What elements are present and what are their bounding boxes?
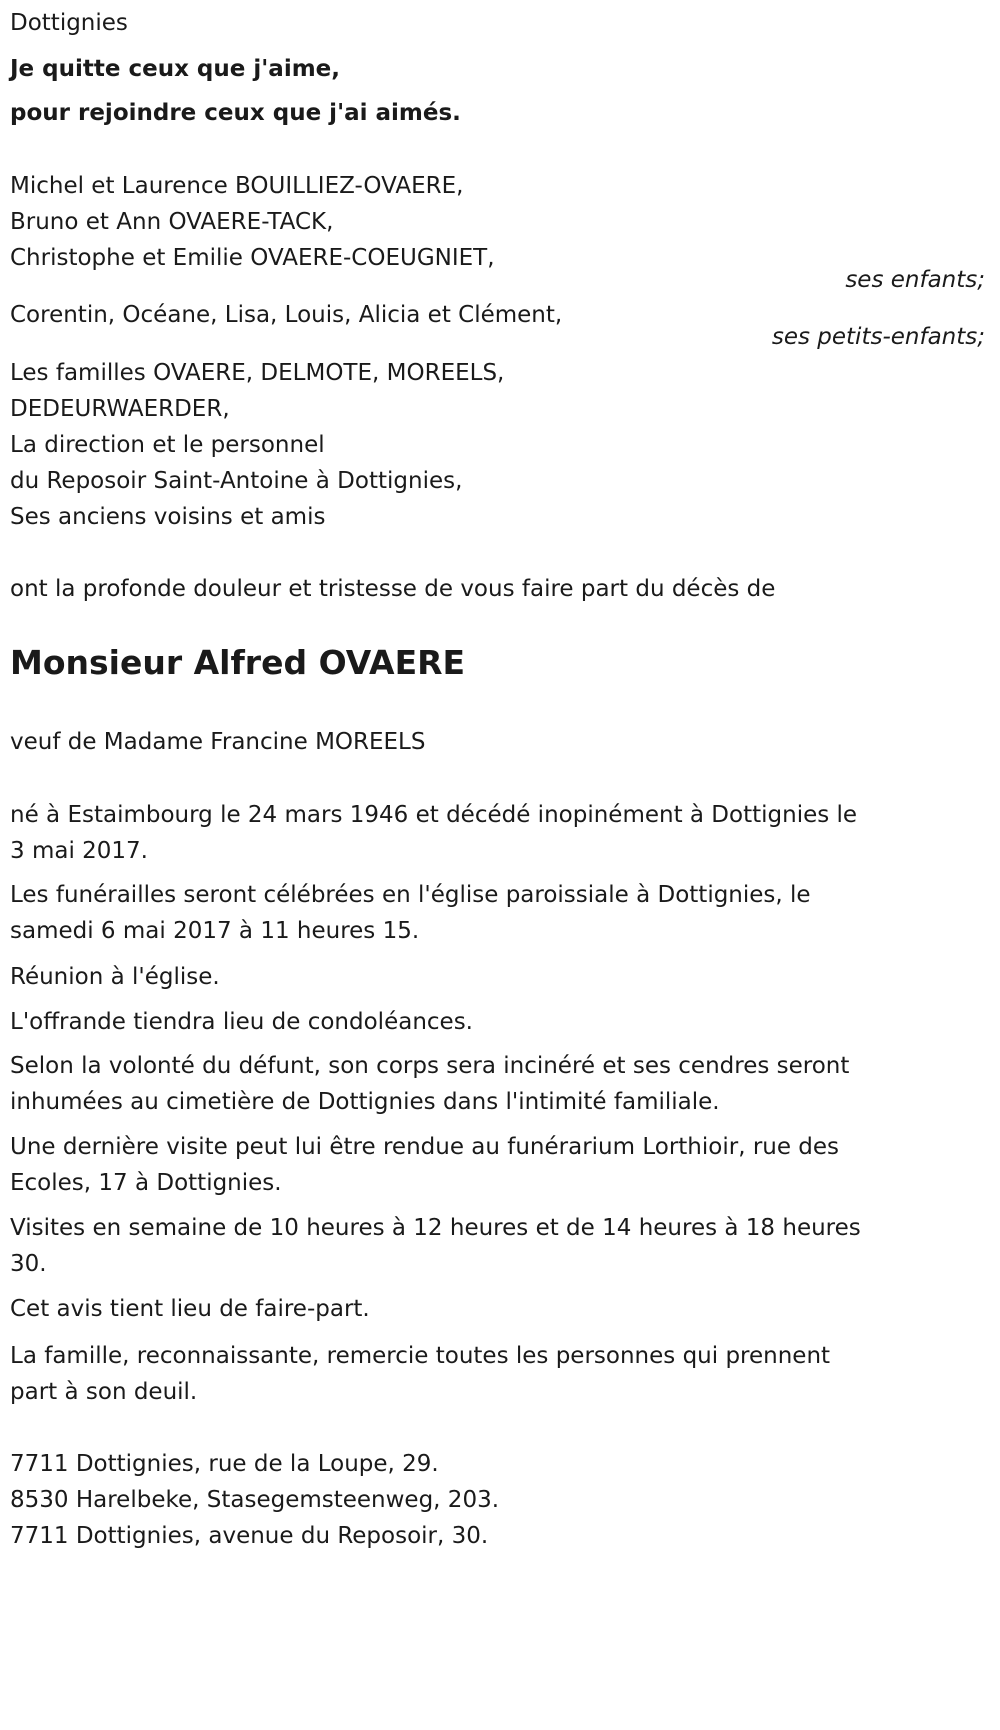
paragraph-line: Une dernière visite peut lui être rendue au funérarium Lorthioir, rue des [10,1134,840,1160]
other-mourner-line: Ses anciens voisins et amis [10,504,326,530]
spouse-line: veuf de Madame Francine MOREELS [10,729,426,755]
grandchildren-role: ses petits-enfants; [771,324,985,350]
paragraph-line: Les funérailles seront célébrées en l'église paroissiale à Dottignies, le [10,882,811,908]
paragraph-line: inhumées au cimetière de Dottignies dans l'intimité familiale. [10,1089,720,1115]
deceased-name: Monsieur Alfred OVAERE [10,643,466,682]
other-mourner-line: Les familles OVAERE, DELMOTE, MOREELS, [10,360,505,386]
place-heading: Dottignies [10,10,128,36]
other-mourner-line: du Reposoir Saint-Antoine à Dottignies, [10,468,463,494]
address-line: 8530 Harelbeke, Stasegemsteenweg, 203. [10,1487,500,1513]
child-line: Christophe et Emilie OVAERE-COEUGNIET, [10,245,495,271]
other-mourner-line: DEDEURWAERDER, [10,396,230,422]
paragraph-line: L'offrande tiendra lieu de condoléances. [10,1009,473,1035]
quote-line-1: Je quitte ceux que j'aime, [10,56,341,82]
paragraph-line: 30. [10,1251,47,1277]
paragraph-line: 3 mai 2017. [10,838,148,864]
paragraph-line: né à Estaimbourg le 24 mars 1946 et décédé inopinément à Dottignies le [10,802,858,828]
quote-line-2: pour rejoindre ceux que j'ai aimés. [10,100,461,126]
child-line: Bruno et Ann OVAERE-TACK, [10,209,334,235]
paragraph-line: Cet avis tient lieu de faire-part. [10,1296,370,1322]
other-mourner-line: La direction et le personnel [10,432,325,458]
children-role: ses enfants; [845,267,985,293]
address-line: 7711 Dottignies, rue de la Loupe, 29. [10,1451,439,1477]
child-line: Michel et Laurence BOUILLIEZ-OVAERE, [10,173,464,199]
address-line: 7711 Dottignies, avenue du Reposoir, 30. [10,1523,489,1549]
paragraph-line: Réunion à l'église. [10,964,220,990]
paragraph-line: part à son deuil. [10,1379,198,1405]
paragraph-line: Visites en semaine de 10 heures à 12 heures et de 14 heures à 18 heures [10,1215,861,1241]
paragraph-line: La famille, reconnaissante, remercie toutes les personnes qui prennent [10,1343,831,1369]
paragraph-line: Ecoles, 17 à Dottignies. [10,1170,282,1196]
paragraph-line: Selon la volonté du défunt, son corps sera incinéré et ses cendres seront [10,1053,850,1079]
paragraph-line: samedi 6 mai 2017 à 11 heures 15. [10,918,420,944]
grandchildren-line: Corentin, Océane, Lisa, Louis, Alicia et Clément, [10,302,563,328]
announcement-text: ont la profonde douleur et tristesse de vous faire part du décès de [10,576,776,602]
